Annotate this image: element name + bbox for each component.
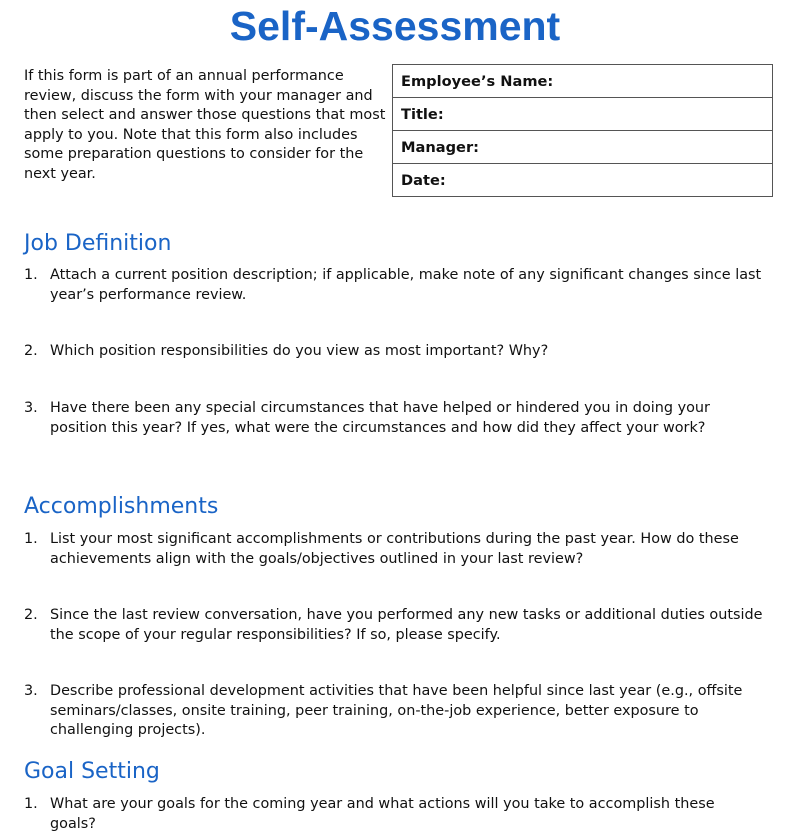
question-text: What are your goals for the coming year and what actions will you take to accomplish these goals? bbox=[50, 796, 715, 832]
date-field[interactable]: Date: bbox=[393, 164, 773, 197]
info-row-date bbox=[393, 164, 773, 197]
question-text: Describe professional development activities that have been helpful since last year (e.g., offsite seminars/classes, onsite training, peer training, on-the-job experience, better exposure to challenging projects). bbox=[50, 683, 743, 738]
employee-info-table bbox=[392, 64, 773, 197]
question-number: 2. bbox=[24, 343, 38, 359]
accomplishments-question-1 bbox=[24, 530, 764, 569]
question-number: 2. bbox=[24, 607, 38, 623]
question-number: 3. bbox=[24, 683, 38, 699]
question-text: Attach a current position description; if applicable, make note of any significant changes since last year’s performance review. bbox=[50, 267, 762, 303]
question-text: Which position responsibilities do you view as most important? Why? bbox=[50, 343, 549, 359]
info-row-employee-name bbox=[393, 65, 773, 98]
section-heading-accomplishments: Accomplishments bbox=[24, 494, 219, 519]
info-row-title bbox=[393, 98, 773, 131]
job-definition-question-2 bbox=[24, 342, 764, 362]
info-row-manager bbox=[393, 131, 773, 164]
page-title: Self-Assessment bbox=[229, 3, 561, 49]
goal-setting-question-1 bbox=[24, 795, 764, 834]
intro-paragraph: If this form is part of an annual performance review, discuss the form with your manager and then select and answer those questions that most apply to you. Note that this form also includes some preparation questions to consider for the next year. bbox=[24, 68, 386, 182]
question-text: List your most significant accomplishments or contributions during the past year. How do these achievements align with the goals/objectives outlined in your last review? bbox=[50, 531, 739, 567]
accomplishments-question-2 bbox=[24, 606, 764, 645]
question-text: Have there been any special circumstances that have helped or hindered you in doing your position this year? If yes, what were the circumstances and how did they affect your work? bbox=[50, 400, 710, 436]
manager-field[interactable]: Manager: bbox=[393, 131, 773, 164]
question-number: 3. bbox=[24, 400, 38, 416]
section-heading-job-definition: Job Definition bbox=[24, 231, 172, 256]
question-text: Since the last review conversation, have you performed any new tasks or additional duties outside the scope of your regular responsibilities? If so, please specify. bbox=[50, 607, 763, 643]
question-number: 1. bbox=[24, 796, 38, 812]
section-heading-goal-setting: Goal Setting bbox=[24, 759, 160, 784]
accomplishments-question-3 bbox=[24, 682, 764, 741]
question-number: 1. bbox=[24, 267, 38, 283]
job-definition-question-1 bbox=[24, 266, 764, 305]
employee-name-field[interactable]: Employee’s Name: bbox=[393, 65, 773, 98]
title-field[interactable]: Title: bbox=[393, 98, 773, 131]
question-number: 1. bbox=[24, 531, 38, 547]
job-definition-question-3 bbox=[24, 399, 764, 438]
